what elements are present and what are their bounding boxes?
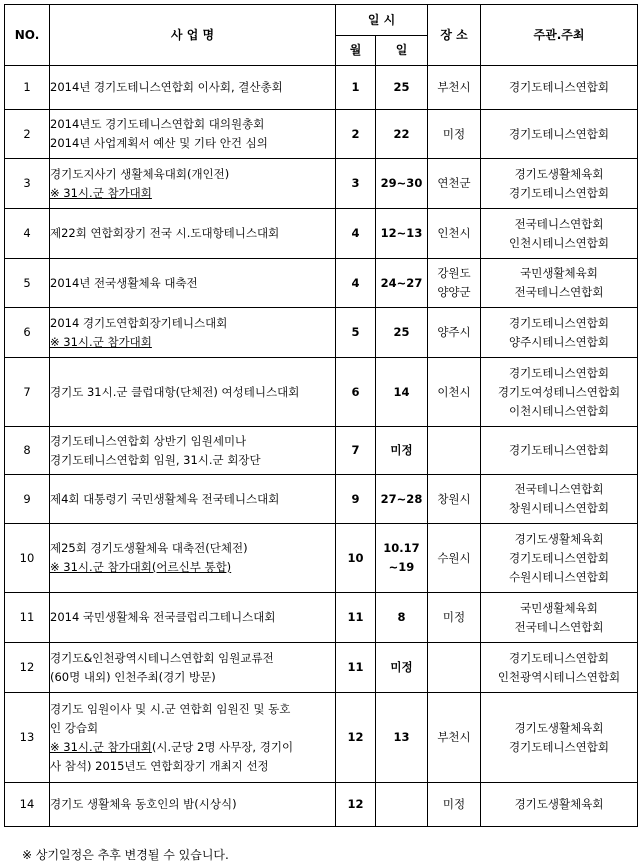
row-place: 이천시	[428, 358, 481, 427]
row-no: 1	[5, 66, 50, 110]
row-month: 12	[336, 693, 376, 783]
row-no: 6	[5, 308, 50, 358]
row-place: 양주시	[428, 308, 481, 358]
row-no: 5	[5, 259, 50, 308]
row-day	[376, 783, 428, 827]
row-day: 27~28	[376, 475, 428, 524]
row-place: 인천시	[428, 209, 481, 259]
row-org: 경기도테니스연합회 인천광역시테니스연합회	[481, 643, 638, 693]
row-no: 3	[5, 159, 50, 209]
row-place: 미정	[428, 593, 481, 643]
row-month: 1	[336, 66, 376, 110]
table-row	[5, 209, 638, 259]
row-org: 경기도생활체육회 경기도테니스연합회	[481, 693, 638, 783]
row-month: 3	[336, 159, 376, 209]
row-no: 9	[5, 475, 50, 524]
schedule-table	[4, 4, 638, 827]
schedule-body	[5, 66, 638, 827]
row-day: 25	[376, 66, 428, 110]
row-month: 7	[336, 427, 376, 475]
row-name: 경기도 임원이사 및 시.군 연합회 임원진 및 동호 인 강습회 ※ 31시.군 참가대회(시.군당 2명 사무장, 경기이 사 참석) 2015년도 연합회장기 개최지 선정	[50, 693, 336, 783]
row-place	[428, 427, 481, 475]
row-org: 전국테니스연합회 창원시테니스연합회	[481, 475, 638, 524]
row-name: 2014년도 경기도테니스연합회 대의원총회 2014년 사업계획서 예산 및 기타 안건 심의	[50, 110, 336, 159]
table-row	[5, 593, 638, 643]
row-org: 전국테니스연합회 인천시테니스연합회	[481, 209, 638, 259]
table-row	[5, 66, 638, 110]
row-org: 경기도생활체육회 경기도테니스연합회 수원시테니스연합회	[481, 524, 638, 593]
row-org: 경기도생활체육회 경기도테니스연합회	[481, 159, 638, 209]
row-month: 4	[336, 259, 376, 308]
header-name: 사 업 명	[50, 5, 336, 66]
row-no: 7	[5, 358, 50, 427]
row-day: 미정	[376, 643, 428, 693]
footnote: ※ 상기일정은 추후 변경될 수 있습니다.	[22, 848, 229, 862]
row-name: 경기도 생활체육 동호인의 밤(시상식)	[50, 783, 336, 827]
table-row	[5, 783, 638, 827]
table-row	[5, 524, 638, 593]
row-place	[428, 643, 481, 693]
row-day: 10.17 ~19	[376, 524, 428, 593]
row-org: 경기도생활체육회	[481, 783, 638, 827]
header-place: 장 소	[428, 5, 481, 66]
header-datetime: 일 시	[336, 5, 428, 36]
row-org: 경기도테니스연합회	[481, 427, 638, 475]
row-no: 13	[5, 693, 50, 783]
row-no: 8	[5, 427, 50, 475]
row-month: 11	[336, 643, 376, 693]
row-name: 경기도&인천광역시테니스연합회 임원교류전 (60명 내외) 인천주최(경기 방문)	[50, 643, 336, 693]
row-no: 2	[5, 110, 50, 159]
row-month: 12	[336, 783, 376, 827]
row-no: 4	[5, 209, 50, 259]
row-place: 연천군	[428, 159, 481, 209]
row-day: 29~30	[376, 159, 428, 209]
row-no: 10	[5, 524, 50, 593]
row-day: 24~27	[376, 259, 428, 308]
table-row	[5, 475, 638, 524]
row-day: 12~13	[376, 209, 428, 259]
row-org: 경기도테니스연합회	[481, 66, 638, 110]
row-org: 경기도테니스연합회 경기도여성테니스연합회 이천시테니스연합회	[481, 358, 638, 427]
table-row	[5, 159, 638, 209]
row-month: 6	[336, 358, 376, 427]
table-row	[5, 693, 638, 783]
row-month: 9	[336, 475, 376, 524]
row-day: 미정	[376, 427, 428, 475]
row-place: 강원도 양양군	[428, 259, 481, 308]
row-name: 제4회 대통령기 국민생활체육 전국테니스대회	[50, 475, 336, 524]
row-month: 4	[336, 209, 376, 259]
row-name: 2014년 전국생활체육 대축전	[50, 259, 336, 308]
row-place: 부천시	[428, 66, 481, 110]
header-day: 일	[376, 36, 428, 66]
row-no: 11	[5, 593, 50, 643]
row-month: 2	[336, 110, 376, 159]
row-name: 경기도 31시.군 클럽대항(단체전) 여성테니스대회	[50, 358, 336, 427]
row-month: 11	[336, 593, 376, 643]
header-no: NO.	[5, 5, 50, 66]
table-row	[5, 308, 638, 358]
row-day: 22	[376, 110, 428, 159]
row-place: 미정	[428, 783, 481, 827]
row-name: 2014 경기도연합회장기테니스대회 ※ 31시.군 참가대회	[50, 308, 336, 358]
row-name: 2014년 경기도테니스연합회 이사회, 결산총회	[50, 66, 336, 110]
row-month: 5	[336, 308, 376, 358]
row-name: 제22회 연합회장기 전국 시.도대항테니스대회	[50, 209, 336, 259]
row-name: 경기도지사기 생활체육대회(개인전) ※ 31시.군 참가대회	[50, 159, 336, 209]
row-month: 10	[336, 524, 376, 593]
table-row	[5, 427, 638, 475]
header-month: 월	[336, 36, 376, 66]
row-no: 14	[5, 783, 50, 827]
row-org: 국민생활체육회 전국테니스연합회	[481, 593, 638, 643]
row-name: 2014 국민생활체육 전국클럽리그테니스대회	[50, 593, 336, 643]
row-place: 부천시	[428, 693, 481, 783]
header-org: 주관.주최	[481, 5, 638, 66]
row-day: 13	[376, 693, 428, 783]
row-day: 14	[376, 358, 428, 427]
row-day: 25	[376, 308, 428, 358]
row-org: 경기도테니스연합회 양주시테니스연합회	[481, 308, 638, 358]
table-row	[5, 259, 638, 308]
row-place: 수원시	[428, 524, 481, 593]
row-name: 경기도테니스연합회 상반기 임원세미나 경기도테니스연합회 임원, 31시.군 회장단	[50, 427, 336, 475]
row-place: 창원시	[428, 475, 481, 524]
row-org: 국민생활체육회 전국테니스연합회	[481, 259, 638, 308]
table-row	[5, 358, 638, 427]
table-row	[5, 643, 638, 693]
row-org: 경기도테니스연합회	[481, 110, 638, 159]
row-name: 제25회 경기도생활체육 대축전(단체전) ※ 31시.군 참가대회(어르신부 통합)	[50, 524, 336, 593]
table-row	[5, 110, 638, 159]
row-no: 12	[5, 643, 50, 693]
row-day: 8	[376, 593, 428, 643]
row-place: 미정	[428, 110, 481, 159]
